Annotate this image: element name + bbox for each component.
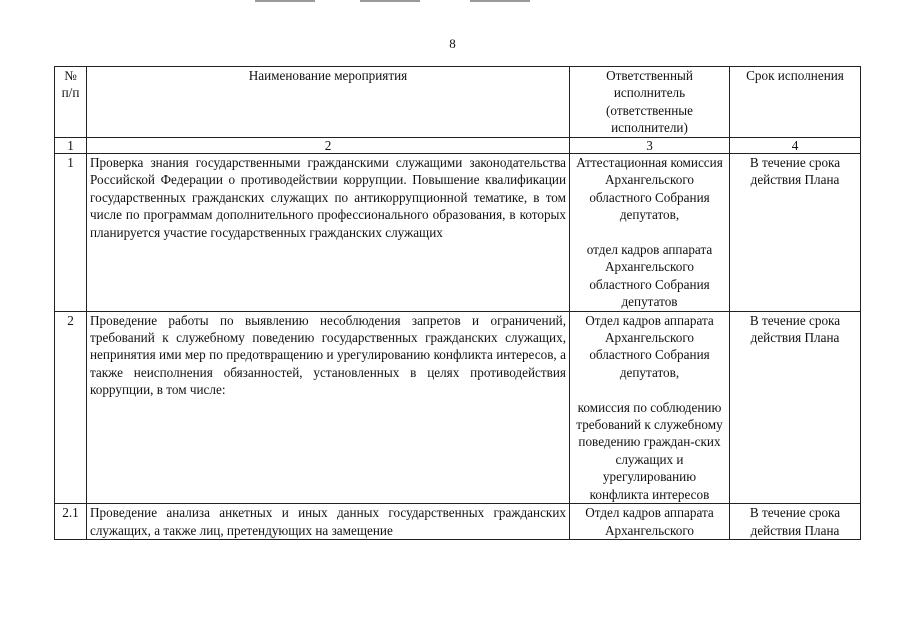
executor-secondary: комиссия по соблюдению требований к служебному поведению граждан-ских служащих и урегулированию конфликта интересов <box>576 399 723 502</box>
execution-term: В течение срока действия Плана <box>730 504 861 540</box>
executor-primary: Отдел кадров аппарата Архангельского областного Собрания депутатов, <box>585 312 714 380</box>
responsible-executor <box>570 154 730 312</box>
row-number: 1 <box>55 154 87 312</box>
page-number: 8 <box>449 36 456 51</box>
measure-name: Проверка знания государственными гражданскими служащими законодательства Российской Федерации о противодействии коррупции. Повышение квалификации государственных гражданских служащих по антикоррупционной тематике, в том числе по программам дополнительного профессионального образования, в которых планируется участие государственных гражданских служащих <box>87 154 570 312</box>
anticorruption-plan-table <box>54 66 861 540</box>
header-executor: Ответственный исполнитель (ответственные исполнители) <box>570 67 730 138</box>
column-number-row <box>55 138 861 154</box>
measure-name: Проведение работы по выявлению несоблюдения запретов и ограничений, требований к служебному поведению государственных гражданских служащих, непринятия ими мер по предотвращению и урегулированию конфликта интересов, а также неисполнения обязанностей, установленных в целях противодействия коррупции, в том числе: <box>87 311 570 503</box>
scan-edge-mark <box>255 0 315 2</box>
table-row <box>55 154 861 312</box>
row-number: 2 <box>55 311 87 503</box>
scan-edge-mark <box>360 0 420 2</box>
column-number: 2 <box>87 138 570 154</box>
measure-name: Проведение анализа анкетных и иных данных государственных гражданских служащих, а также лиц, претендующих на замещение <box>87 504 570 540</box>
table-header-row <box>55 67 861 138</box>
column-number: 3 <box>570 138 730 154</box>
responsible-executor <box>570 311 730 503</box>
scan-edge-mark <box>470 0 530 2</box>
table-row <box>55 504 861 540</box>
executor-secondary: отдел кадров аппарата Архангельского областного Собрания депутатов <box>586 242 713 310</box>
executor-primary: Аттестационная комиссия Архангельского областного Собрания депутатов, <box>576 155 723 223</box>
header-name: Наименование мероприятия <box>87 67 570 138</box>
execution-term: В течение срока действия Плана <box>730 311 861 503</box>
table-row <box>55 311 861 503</box>
column-number: 1 <box>55 138 87 154</box>
responsible-executor <box>570 504 730 540</box>
column-number: 4 <box>730 138 861 154</box>
executor-primary: Отдел кадров аппарата Архангельского <box>585 505 714 538</box>
row-number: 2.1 <box>55 504 87 540</box>
header-term: Срок исполнения <box>730 67 861 138</box>
execution-term: В течение срока действия Плана <box>730 154 861 312</box>
header-num: № п/п <box>55 67 87 138</box>
